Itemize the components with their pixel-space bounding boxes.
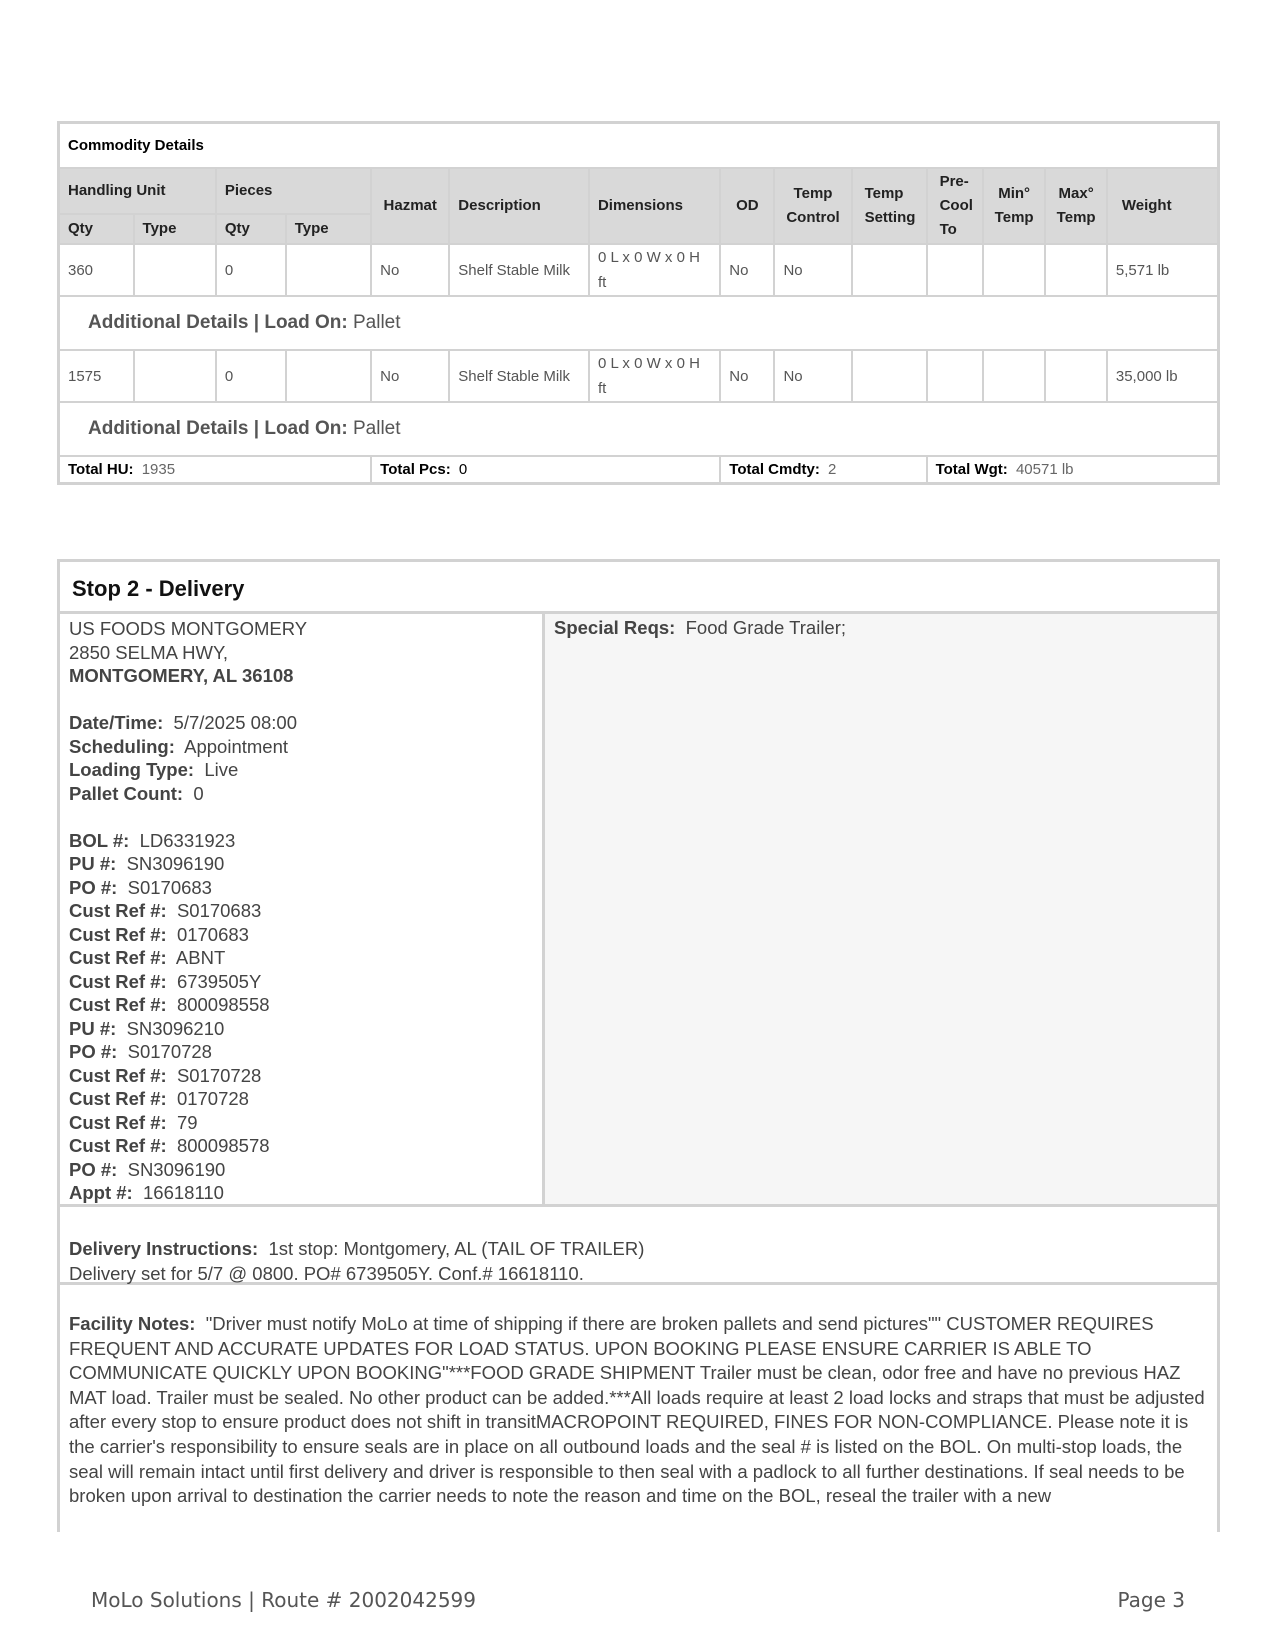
total-hu-label: Total HU: (68, 461, 134, 478)
address-line: US FOODS MONTGOMERY (69, 618, 308, 639)
stop-body (60, 614, 1217, 1207)
dimensions-cell: 0 L x 0 W x 0 H ft (589, 244, 720, 296)
city-line: MONTGOMERY, AL 36108 (69, 665, 294, 686)
special-reqs-value: Food Grade Trailer; (685, 617, 847, 638)
instructions-line: 1st stop: Montgomery, AL (TAIL OF TRAILER) (268, 1238, 645, 1259)
min-temp-cell (983, 244, 1046, 296)
stop-details (60, 614, 545, 1204)
ref-line: Cust Ref #: S0170683 (69, 900, 262, 921)
facility-notes (60, 1285, 1217, 1509)
dimensions-cell: 0 L x 0 W x 0 H ft (589, 350, 720, 402)
hu-type-cell (134, 350, 216, 402)
pre-cool-to-header: Pre-Cool To (927, 168, 983, 244)
info-line: Loading Type: Live (69, 759, 239, 780)
od-cell: No (720, 244, 774, 296)
handling-unit-header: Handling Unit (59, 168, 216, 214)
weight-cell: 5,571 lb (1107, 244, 1219, 296)
ref-line: BOL #: LD6331923 (69, 829, 236, 851)
ref-line: Appt #: 16618110 (69, 1182, 224, 1203)
max-temp-header: Max° Temp (1045, 168, 1106, 244)
commodity-row (59, 350, 1219, 402)
hu-qty-cell: 1575 (59, 350, 134, 402)
ref-line: Cust Ref #: ABNT (69, 947, 226, 968)
temp-setting-cell (852, 350, 927, 402)
total-cmdty-value: 2 (828, 461, 837, 478)
pcs-qty-cell: 0 (216, 244, 286, 296)
hazmat-cell: No (371, 350, 449, 402)
min-temp-cell (983, 350, 1046, 402)
instructions-line: Delivery set for 5/7 @ 0800. PO# 6739505Y. Conf.# 16618110. (69, 1263, 584, 1284)
instructions-label: Delivery Instructions: (69, 1238, 259, 1259)
od-header: OD (720, 168, 774, 244)
ref-line: Cust Ref #: 0170728 (69, 1088, 249, 1109)
dimensions-header: Dimensions (589, 168, 720, 244)
totals-row (59, 456, 1219, 484)
description-cell: Shelf Stable Milk (449, 244, 589, 296)
additional-details-row (59, 296, 1219, 350)
ref-line: PO #: SN3096190 (69, 1158, 226, 1180)
additional-details-label: Additional Details | Load On: (88, 312, 348, 333)
commodity-row (59, 244, 1219, 296)
temp-control-header: Temp Control (774, 168, 851, 244)
total-wgt-value: 40571 lb (1015, 461, 1074, 478)
ref-line: Cust Ref #: 6739505Y (69, 970, 262, 992)
pcs-qty-header: Qty (216, 214, 286, 244)
hu-qty-header: Qty (59, 214, 134, 244)
ref-line: Cust Ref #: 79 (69, 1111, 198, 1133)
ref-line: PU #: SN3096190 (69, 853, 225, 874)
max-temp-cell (1045, 350, 1106, 402)
hu-type-header: Type (134, 214, 216, 244)
total-wgt (927, 456, 1219, 484)
description-cell: Shelf Stable Milk (449, 350, 589, 402)
total-hu-value: 1935 (141, 461, 176, 478)
total-pcs (371, 456, 720, 484)
stop-delivery-section (57, 559, 1220, 1532)
additional-details-value: Pallet (353, 312, 401, 333)
ref-line: Cust Ref #: 0170683 (69, 923, 249, 945)
hazmat-header: Hazmat (371, 168, 449, 244)
address-line: 2850 SELMA HWY, (69, 641, 229, 663)
ref-line: PO #: S0170683 (69, 876, 212, 898)
pcs-type-cell (286, 244, 371, 296)
additional-details-value: Pallet (353, 418, 401, 439)
temp-setting-cell (852, 244, 927, 296)
ref-line: PO #: S0170728 (69, 1041, 212, 1062)
commodity-details-title: Commodity Details (59, 123, 1219, 169)
weight-header: Weight (1107, 168, 1219, 244)
total-hu (59, 456, 372, 484)
pre-cool-cell (927, 244, 983, 296)
commodity-details-table (57, 121, 1220, 485)
special-reqs-label: Special Reqs: (554, 617, 676, 638)
footer-route: MoLo Solutions | Route # 2002042599 (91, 1588, 476, 1612)
od-cell: No (720, 350, 774, 402)
ref-line: Cust Ref #: 800098578 (69, 1135, 270, 1156)
total-cmdty (720, 456, 926, 484)
delivery-instructions (60, 1207, 1217, 1285)
total-cmdty-label: Total Cmdty: (729, 461, 820, 478)
description-header: Description (449, 168, 589, 244)
hu-type-cell (134, 244, 216, 296)
ref-line: PU #: SN3096210 (69, 1017, 225, 1039)
pieces-header: Pieces (216, 168, 371, 214)
weight-cell: 35,000 lb (1107, 350, 1219, 402)
facility-notes-label: Facility Notes: (69, 1313, 196, 1334)
pcs-type-cell (286, 350, 371, 402)
total-pcs-label: Total Pcs: (380, 461, 451, 478)
max-temp-cell (1045, 244, 1106, 296)
hazmat-cell: No (371, 244, 449, 296)
ref-line: Cust Ref #: 800098558 (69, 994, 270, 1015)
min-temp-header: Min° Temp (983, 168, 1046, 244)
info-line: Pallet Count: 0 (69, 782, 204, 804)
total-wgt-label: Total Wgt: (935, 461, 1008, 478)
temp-control-cell: No (774, 244, 851, 296)
additional-details-row (59, 402, 1219, 456)
footer-page-number: Page 3 (1117, 1588, 1185, 1612)
additional-details-label: Additional Details | Load On: (88, 418, 348, 439)
special-requirements (545, 614, 1217, 1204)
total-pcs-value: 0 (458, 461, 468, 478)
pcs-qty-cell: 0 (216, 350, 286, 402)
pcs-type-header: Type (286, 214, 371, 244)
info-line: Date/Time: 5/7/2025 08:00 (69, 712, 297, 733)
ref-line: Cust Ref #: S0170728 (69, 1064, 262, 1086)
hu-qty-cell: 360 (59, 244, 134, 296)
pre-cool-cell (927, 350, 983, 402)
info-line: Scheduling: Appointment (69, 735, 289, 757)
facility-notes-text: "Driver must notify MoLo at time of shipping if there are broken pallets and send pictures"" CUSTOMER REQUIRES FREQUENT AND ACCURATE UPDATES FOR LOAD STATUS. UPON BOOKING PLEASE ENSURE CARRIER IS ABLE TO COMMUNICATE QUICKLY UPON BOOKING"***FOOD GRADE SHIPMENT Trailer must be clean, odor free and have no previous HAZ MAT load. Trailer must be sealed. No other product can be added.***All loads require at least 2 load locks and straps that must be adjusted after every stop to ensure product does not shift in transitMACROPOINT REQUIRED, FINES FOR NON-COMPLIANCE. Please note it is the carrier's responsibility to ensure seals are in place on all outbound loads and the seal # is listed on the BOL. On multi-stop loads, the seal will remain intact until first delivery and driver is responsible to then seal with a padlock to all further destinations. If seal needs to be broken upon arrival to destination the carrier needs to note the reason and time on the BOL, reseal the trailer with a new (69, 1313, 1205, 1507)
temp-setting-header: Temp Setting (852, 168, 927, 244)
stop-title: Stop 2 - Delivery (60, 562, 1217, 614)
temp-control-cell: No (774, 350, 851, 402)
